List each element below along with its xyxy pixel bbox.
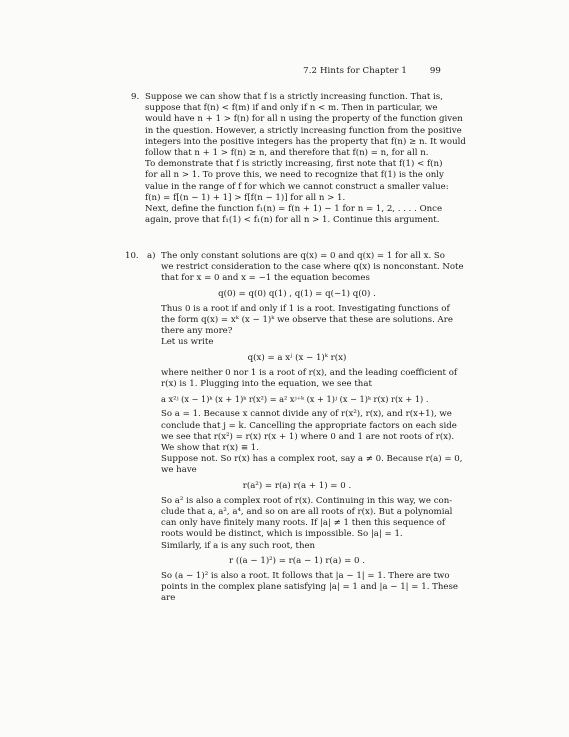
section-title: 7.2 Hints for Chapter 1 [303,66,408,76]
text-line: we see that r(x²) = r(x) r(x + 1) where 0 and 1 are not roots of r(x). [161,431,455,442]
text-line: conclude that j = k. Cancelling the appropriate factors on each side [161,420,457,431]
text-line: points in the complex plane satisfying |a| = 1 and |a − 1| = 1. These [161,582,459,593]
text-line: To demonstrate that f is strictly increasing, first note that f(1) < f(n) [145,159,443,170]
text-line: suppose that f(n) < f(m) if and only if n < m. Then in particular, we [145,103,438,114]
text-line: again, prove that f₁(1) < f₁(n) for all n > 1. Continue this argument. [145,215,440,226]
text-line: Let us write [161,337,214,348]
problem-number: 10. [125,251,139,261]
equation-3: a x²ʲ (x − 1)ᵏ (x + 1)ᵏ r(x²) = a² xʲ⁺ᵏ (x + 1)ʲ (x − 1)ᵏ r(x) r(x + 1) . [161,394,429,405]
text-line: So (a − 1)² is also a root. It follows that |a − 1| = 1. There are two [161,571,450,582]
text-line: we restrict consideration to the case where q(x) is nonconstant. Note [161,262,464,273]
text-line: can only have finitely many roots. If |a| ≠ 1 then this sequence of [161,518,446,529]
text-line: for all n > 1. To prove this, we need to recognize that f(1) is the only [145,170,444,181]
text-line: We show that r(x) ≡ 1. [161,443,259,454]
text-line: value in the range of f for which we cannot construct a smaller value: [145,181,449,192]
paragraph-3 [161,367,458,390]
page-number: 99 [429,66,441,76]
text-line: clude that a, a², a⁴, and so on are all roots of r(x). But a polynomial [161,507,453,518]
text-line: So a² is also a complex root of r(x). Continuing in this way, we con- [161,495,453,506]
text-line: roots would be distinct, which is impossible. So |a| = 1. [161,529,403,540]
problem-9-text [145,92,466,226]
text-line: that for x = 0 and x = −1 the equation becomes [161,273,370,284]
text-line: are [161,593,176,604]
text-line: would have n + 1 > f(n) for all n using the property of the function given [145,114,463,125]
text-line: there any more? [161,326,233,337]
text-line: The only constant solutions are q(x) = 0 and q(x) = 1 for all x. So [161,251,445,261]
paragraph-4 [161,409,463,476]
text-line: in the question. However, a strictly increasing function from the positive [145,125,462,136]
text-line: Suppose not. So r(x) has a complex root, say a ≠ 0. Because r(a) = 0, [161,454,463,465]
text-line: follow that n + 1 > f(n) ≥ n, and therefore that f(n) = n, for all n. [145,148,429,159]
problem-10-text [161,251,464,605]
text-line: we have [161,465,197,476]
paragraph-2 [161,303,453,349]
equation-4: r(a²) = r(a) r(a + 1) = 0 . [242,480,352,491]
text-line: Suppose we can show that f is a strictly increasing function. That is, [145,92,443,102]
text-line: f(n) = f[(n − 1) + 1] > f[f(n − 1)] for all n > 1. [145,192,346,203]
text-line: r(x) is 1. Plugging into the equation, we see that [161,379,372,390]
text-line: Thus 0 is a root if and only if 1 is a root. Investigating functions of [161,303,450,314]
paragraph-5 [161,495,453,552]
text-line: integers into the positive integers has the property that f(n) ≥ n. It would [145,136,466,147]
text-line: Next, define the function f₁(n) = f(n + 1) − 1 for n = 1, 2, . . . . Once [145,204,443,215]
text-line: where neither 0 nor 1 is a root of r(x), and the leading coefficient of [161,367,458,378]
intro-paragraph [161,251,464,285]
equation-5: r ((a − 1)²) = r(a − 1) r(a) = 0 . [229,555,365,566]
part-label: a) [147,251,156,261]
equation-1: q(0) = q(0) q(1) , q(1) = q(−1) q(0) . [218,288,376,299]
text-line: So a = 1. Because x cannot divide any of r(x²), r(x), and r(x+1), we [161,409,452,420]
paragraph-6 [161,571,459,605]
running-header [303,66,441,76]
equation-2: q(x) = a xʲ (x − 1)ᵏ r(x) [247,352,347,363]
text-line: Similarly, if a is any such root, then [161,540,316,551]
text-line: the form q(x) = xᵏ (x − 1)ᵏ we observe that these are solutions. Are [161,315,453,326]
problem-number: 9. [131,92,140,102]
